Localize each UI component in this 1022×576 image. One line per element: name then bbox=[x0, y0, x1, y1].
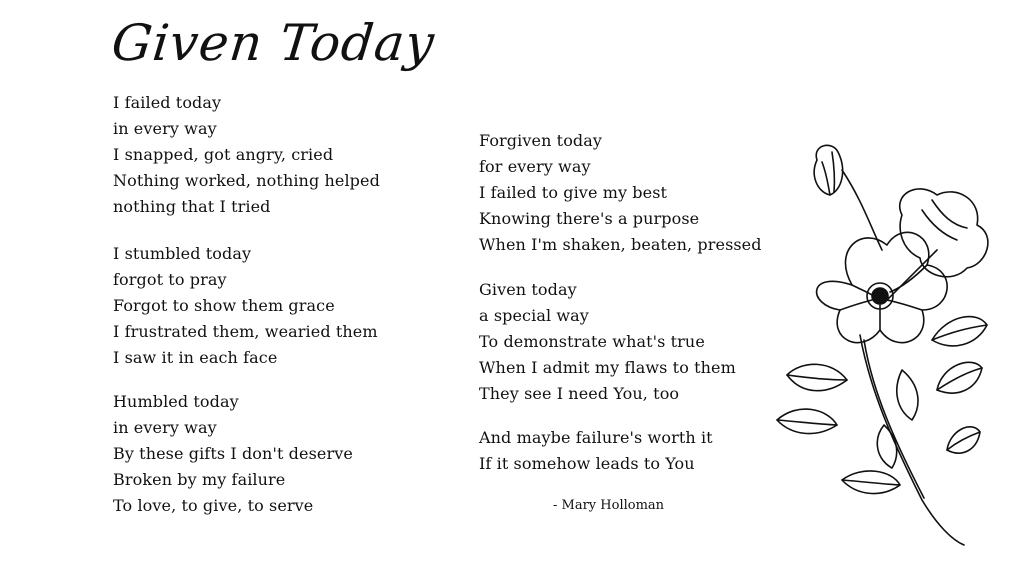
poem-line: Forgot to show them grace bbox=[113, 296, 335, 315]
poem-line: I snapped, got angry, cried bbox=[113, 145, 334, 164]
poem-line: Nothing worked, nothing helped bbox=[113, 171, 380, 190]
poem-line: Given today bbox=[479, 280, 577, 299]
poem-line: I failed today bbox=[113, 93, 222, 112]
poem-line: And maybe failure's worth it bbox=[479, 428, 713, 447]
stanza bbox=[113, 389, 353, 519]
poem-line: nothing that I tried bbox=[113, 197, 271, 216]
poem-line: To love, to give, to serve bbox=[113, 496, 314, 515]
poem-line: I saw it in each face bbox=[113, 348, 278, 367]
stanza bbox=[113, 241, 378, 371]
poem-line: Forgiven today bbox=[479, 131, 603, 150]
poem-line: I failed to give my best bbox=[479, 183, 668, 202]
poem-line: in every way bbox=[113, 119, 217, 138]
poem-line: I frustrated them, wearied them bbox=[113, 322, 378, 341]
poem-line: When I admit my flaws to them bbox=[479, 358, 736, 377]
poem-line: Broken by my failure bbox=[113, 470, 286, 489]
poem-line: a special way bbox=[479, 306, 589, 325]
stanza bbox=[479, 128, 762, 258]
poem-line: If it somehow leads to You bbox=[479, 454, 695, 473]
poem-line: forgot to pray bbox=[113, 270, 227, 289]
poem-line: I stumbled today bbox=[113, 244, 252, 263]
flower-illustration-icon bbox=[772, 140, 1002, 550]
author-credit: - Mary Holloman bbox=[553, 498, 665, 513]
stanza bbox=[479, 277, 736, 407]
poem-line: in every way bbox=[113, 418, 217, 437]
stanza bbox=[113, 90, 380, 220]
poem-line: By these gifts I don't deserve bbox=[113, 444, 353, 463]
poem-line: They see I need You, too bbox=[479, 384, 680, 403]
stanza bbox=[479, 425, 713, 477]
poem-title: Given Today bbox=[108, 14, 438, 72]
poem-line: To demonstrate what's true bbox=[479, 332, 705, 351]
poem-line: When I'm shaken, beaten, pressed bbox=[479, 235, 762, 254]
poem-line: Humbled today bbox=[113, 392, 239, 411]
poem-line: for every way bbox=[479, 157, 591, 176]
poem-line: Knowing there's a purpose bbox=[479, 209, 700, 228]
